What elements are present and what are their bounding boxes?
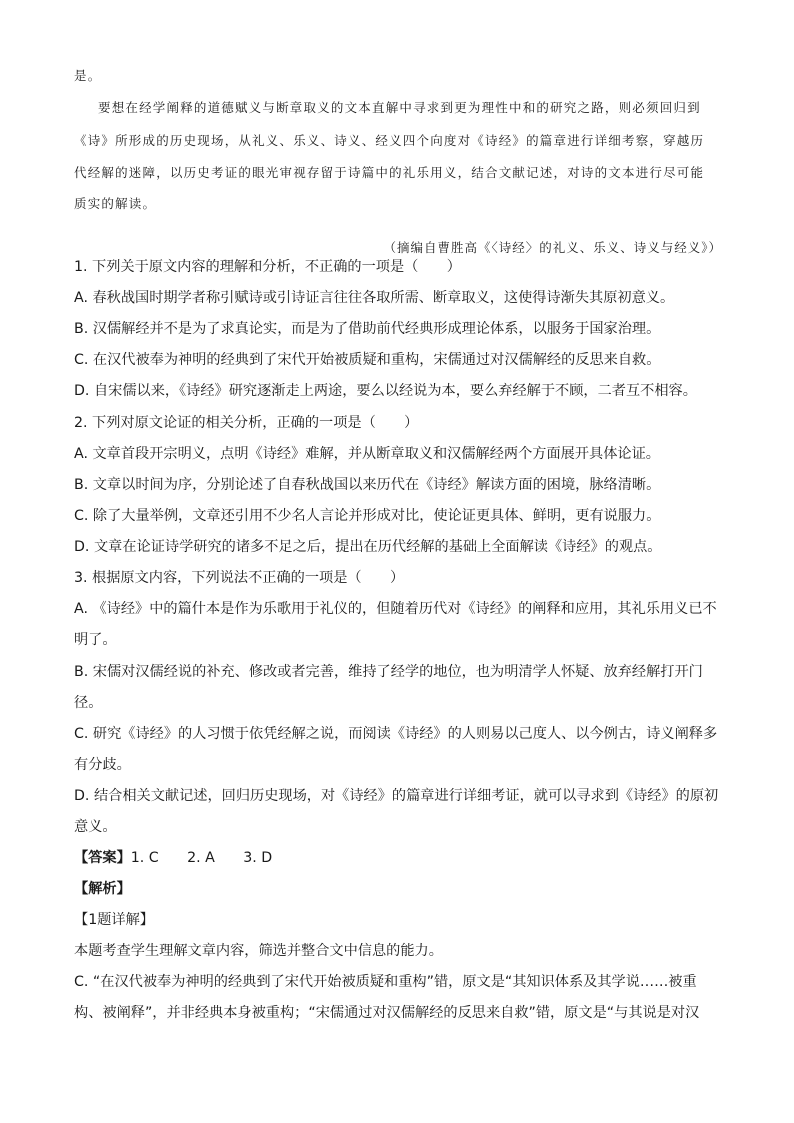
question-1-stem: 1. 下列关于原文内容的理解和分析，不正确的一项是（ ） — [74, 259, 461, 275]
question-3-option-d: D. 结合相关文献记述，回归历史现场，对《诗经》的篇章进行详细考证，就可以寻求到《诗经》的原初 — [74, 788, 719, 804]
passage-line: 《诗》所形成的历史现场，从礼义、乐义、诗义、经义四个向度对《诗经》的篇章进行详细考察，穿越历 — [74, 133, 705, 148]
question-1-option-a: A. 春秋战国时期学者称引赋诗或引诗证言往往各取所需、断章取义，这使得诗渐失其原初意义。 — [74, 290, 675, 306]
question-1-option-c: C. 在汉代被奉为神明的经典到了宋代开始被质疑和重构，宋儒通过对汉儒解经的反思来自救。 — [74, 352, 661, 368]
detail-label: 【1题详解】 — [74, 912, 154, 928]
analysis-paragraph: 构、被阐释”，并非经典本身被重构；“宋儒通过对汉儒解经的反思来自救”错，原文是“与其说是对汉 — [74, 1005, 700, 1021]
question-3-option-c-cont: 有分歧。 — [74, 757, 131, 773]
answer-values: 1. C 2. A 3. D — [130, 850, 273, 866]
question-3-option-a: A. 《诗经》中的篇什本是作为乐歌用于礼仪的，但随着历代对《诗经》的阐释和应用，其礼乐用义已不 — [74, 601, 717, 617]
question-3-option-b: B. 宋儒对汉儒经说的补充、修改或者完善，维持了经学的地位，也为明清学人怀疑、放弃经解打开门 — [74, 664, 703, 680]
analysis-paragraph: 本题考查学生理解文章内容，筛选并整合文中信息的能力。 — [74, 943, 443, 959]
analysis-paragraph: C. “在汉代被奉为神明的经典到了宋代开始被质疑和重构”错，原文是“其知识体系及其学说……被重 — [74, 974, 697, 990]
question-3-option-b-cont: 径。 — [74, 695, 103, 711]
question-3-option-a-cont: 明了。 — [74, 632, 117, 648]
analysis-label — [74, 878, 724, 900]
question-3-option-d-cont: 意义。 — [74, 819, 117, 835]
question-1-option-b: B. 汉儒解经并不是为了求真论实，而是为了借助前代经典形成理论体系，以服务于国家治理。 — [74, 321, 661, 337]
question-2-option-b: B. 文章以时间为序，分别论述了自春秋战国以来历代在《诗经》解读方面的困境，脉络清晰。 — [74, 477, 661, 493]
passage-line: 要想在经学阐释的道德赋义与断章取义的文本直解中寻求到更为理性中和的研究之路，则必须回归到 — [98, 100, 701, 115]
question-2-stem: 2. 下列对原文论证的相关分析，正确的一项是（ ） — [74, 415, 419, 431]
question-3-option-c: C. 研究《诗经》的人习惯于依凭经解之说，而阅读《诗经》的人则易以己度人、以今例古，诗义阐释多 — [74, 726, 718, 742]
question-2-option-c: C. 除了大量举例，文章还引用不少名人言论并形成对比，使论证更具体、鲜明，更有说服力。 — [74, 508, 661, 524]
question-2-option-d: D. 文章在论证诗学研究的诸多不足之后，提出在历代经解的基础上全面解读《诗经》的观点。 — [74, 539, 662, 555]
analysis-heading: 【解析】 — [74, 881, 131, 897]
answer-line — [74, 847, 724, 869]
passage-line: 代经解的迷障，以历史考证的眼光审视存留于诗篇中的礼乐用义，结合文献记述，对诗的文本进行尽可能 — [74, 165, 705, 180]
passage-source: （摘编自曹胜高《〈诗经〉的礼义、乐义、诗义与经义》） — [383, 239, 722, 255]
question-3-stem: 3. 根据原文内容，下列说法不正确的一项是（ ） — [74, 570, 405, 586]
question-1-option-d: D. 自宋儒以来，《诗经》研究逐渐走上两途，要么以经说为本，要么弃经解于不顾，二者互不相容。 — [74, 383, 697, 399]
passage-line: 是。 — [74, 68, 102, 83]
question-2-option-a: A. 文章首段开宗明义，点明《诗经》难解，并从断章取义和汉儒解经两个方面展开具体论证。 — [74, 446, 660, 462]
passage-line: 质实的解读。 — [74, 196, 157, 211]
answer-label: 【答案】 — [74, 850, 131, 866]
